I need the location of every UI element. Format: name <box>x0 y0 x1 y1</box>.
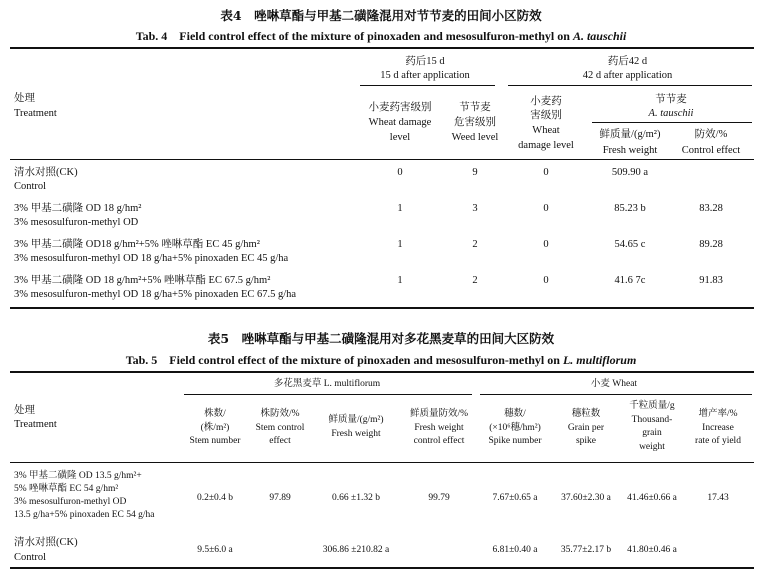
table5-col-header-6-line-2: grain <box>642 428 662 438</box>
table4-row-2-fw: 54.65 c <box>614 239 646 250</box>
table5-group1-rule <box>184 394 472 395</box>
table4-group2-en: 42 d after application <box>582 70 673 81</box>
table5-col-header-7-line-0: 增产率/% <box>698 409 738 419</box>
table5-col-header-5-line-1: Grain per <box>567 422 605 433</box>
table5-col-header-6-line-0: 千粒质量/g <box>629 401 675 411</box>
table4-group1-rule <box>360 85 495 86</box>
table4-col-wheat-damage-15-l3: level <box>389 132 411 143</box>
table4-row-0-weed: 9 <box>472 167 478 178</box>
table5-row-1-value-4: 6.81±0.40 a <box>492 545 538 555</box>
table5-col-header-0-line-1: (株/m²) <box>200 422 230 433</box>
table5-row-0-value-1: 97.89 <box>269 493 291 503</box>
table5-col-header-7-line-2: rate of yield <box>695 436 741 446</box>
table4-row-1-wd42: 0 <box>543 203 549 214</box>
table5-row-1-value-6: 41.80±0.46 a <box>627 545 677 555</box>
table5-col-header-6-line-1: Thousand- <box>631 414 673 425</box>
table5-col-header-0 <box>182 408 248 448</box>
table5-row-0-value-3: 99.79 <box>428 493 450 503</box>
table5-col-header-4-line-1: (×10⁶穗/hm²) <box>489 422 541 433</box>
table4-row-0-wd15: 0 <box>397 167 403 178</box>
table4-caption-cn: 表4 唑啉草酯与甲基二磺隆混用对节节麦的田间小区防效 <box>220 8 542 23</box>
table5-col-header-2-line-0: 鲜质量/(g/m²) <box>328 415 384 425</box>
table4-species-rule <box>592 122 752 123</box>
table4-row-3-ce: 91.83 <box>699 275 723 286</box>
table4-col-weed-level-l3: Weed level <box>451 132 499 143</box>
table4-col-fresh-weight-cn: 鲜质量/(g/m²) <box>599 129 661 140</box>
table5-row-1-value-0: 9.5±6.0 a <box>197 545 233 555</box>
table5-col-header-7 <box>684 408 752 448</box>
table4-row-3-fw: 41.6 7c <box>614 275 646 286</box>
table4-col-wheat-damage-42-l3: Wheat <box>532 125 560 136</box>
table5-col-header-6-line-3: weight <box>639 441 665 452</box>
table5-col-header-3-line-2: control effect <box>413 436 465 446</box>
table4-col-control-en: Control effect <box>681 145 741 156</box>
table4-col-wheat-damage-42 <box>508 95 584 152</box>
table5-col-header-1-line-2: effect <box>269 436 291 446</box>
table5-treatment-cn: 处理 <box>14 405 35 416</box>
table5-col-header-1 <box>248 408 312 448</box>
table5-col-header-1-line-0: 株防效/% <box>260 409 300 419</box>
table4-col-weed-level <box>443 101 507 144</box>
table4-col-wheat-damage-15 <box>358 101 442 144</box>
table5-row-0-name-line-0: 3% 甲基二磺隆 OD 13.5 g/hm²+ <box>14 471 142 481</box>
table4-sub-species-en <box>590 107 752 120</box>
table5-group2-rule <box>480 394 752 395</box>
table4-col-wheat-damage-15-l1: 小麦药害级别 <box>368 102 432 113</box>
table4-header-rule <box>10 159 754 160</box>
table5-row-1-value-5: 35.77±2.17 b <box>560 545 612 555</box>
table4-row-1-wd15: 1 <box>397 203 403 214</box>
table4-row-0-wd42: 0 <box>543 167 549 178</box>
table4-sub-species-en-text: A. tauschii <box>648 108 694 119</box>
table5-col-header-5-line-2: spike <box>575 436 597 446</box>
table4-col-wheat-damage-42-l1: 小麦药 <box>530 96 562 107</box>
table4-row-1-name-cn: 3% 甲基二磺隆 OD 18 g/hm² <box>14 203 142 214</box>
table4-col-wheat-damage-42-l4: damage level <box>518 140 574 151</box>
table5-bottom-rule <box>10 567 754 569</box>
table4-row-3-wd15: 1 <box>397 275 403 286</box>
table4-treatment-en: Treatment <box>14 108 57 119</box>
table4-row-1-fw: 85.23 b <box>614 203 646 214</box>
table4-caption-en-text: Tab. 4 Field control effect of the mixture of pinoxaden and mesosulfuron-methyl on <box>135 29 573 43</box>
table4-row-1-name-en: 3% mesosulfuron-methyl OD <box>14 217 139 228</box>
table4-row-3-wd42: 0 <box>543 275 549 286</box>
table4-row-2-name-cn: 3% 甲基二磺隆 OD18 g/hm²+5% 唑啉草酯 EC 45 g/hm² <box>14 239 260 250</box>
table5-col-header-5-line-0: 穗粒数 <box>571 409 601 419</box>
table5-row-0-name-line-2: 3% mesosulfuron-methyl OD <box>14 497 127 507</box>
table5-row-0-value-5: 37.60±2.30 a <box>561 493 611 503</box>
table4-col-control-cn: 防效/% <box>694 129 728 140</box>
table4-row-2-wd42: 0 <box>543 239 549 250</box>
table4-row-0-fw: 509.90 a <box>611 167 649 178</box>
table4-row-2-name-en: 3% mesosulfuron-methyl OD 18 g/ha+5% pinoxaden EC 45 g/ha <box>14 253 289 264</box>
table4-group1-en: 15 d after application <box>380 70 470 81</box>
table5-row-1-name-line-1: Control <box>14 552 47 563</box>
table4-treatment-cn: 处理 <box>14 93 35 104</box>
table4-col-wheat-damage-15-l2: Wheat damage <box>368 117 432 128</box>
table5-col-header-6 <box>620 400 684 453</box>
table5-caption-species: L. multiflorum <box>562 353 637 367</box>
table4-row-0-name-cn: 清水对照(CK) <box>14 167 78 178</box>
table5-col-header-1-line-1: Stem control <box>255 422 305 433</box>
table5-col-header-4-line-0: 穗数/ <box>504 409 526 419</box>
table4-group2-rule <box>508 85 752 86</box>
table5-col-header-0-line-2: Stem number <box>189 436 241 446</box>
table4-row-3-name-cn: 3% 甲基二磺隆 OD 18 g/hm²+5% 唑啉草酯 EC 67.5 g/hm² <box>14 275 271 286</box>
table4-col-wheat-damage-42-l2: 害级别 <box>530 110 562 121</box>
table5-col-header-7-line-1: Increase <box>702 422 734 433</box>
table5-row-0-value-7: 17.43 <box>707 493 729 503</box>
table5-row-0-name-line-1: 5% 唑啉草酯 EC 54 g/hm² <box>14 484 119 494</box>
table4-row-1-weed: 3 <box>472 203 478 214</box>
table5-row-0-name-line-3: 13.5 g/ha+5% pinoxaden EC 54 g/ha <box>14 510 155 520</box>
table5-group1: 多花黑麦草 L. multiflorum <box>273 379 381 389</box>
table4-row-3-weed: 2 <box>472 275 478 286</box>
table5-col-header-2-line-1: Fresh weight <box>331 428 381 439</box>
table5-caption-cn: 表5 唑啉草酯与甲基二磺隆混用对多花黑麦草的田间大区防效 <box>207 331 555 346</box>
table5-caption-en-text: Tab. 5 Field control effect of the mixture of pinoxaden and mesosulfuron-methyl on <box>125 353 563 367</box>
table5-treatment-en: Treatment <box>14 419 57 430</box>
table4-row-0-name-en: Control <box>14 181 47 192</box>
table5-col-header-4-line-2: Spike number <box>488 436 542 446</box>
table4-col-weed-level-l2: 危害级别 <box>454 117 496 128</box>
table5-col-header-3-line-1: Fresh weight <box>414 422 464 433</box>
table5-row-0-value-0: 0.2±0.4 b <box>196 493 234 503</box>
table5-row-0-value-4: 7.67±0.65 a <box>492 493 538 503</box>
table5-row-1-value-2: 306.86 ±210.82 a <box>322 545 390 555</box>
table5-group2: 小麦 Wheat <box>590 379 638 389</box>
table5-row-1-name-line-0: 清水对照(CK) <box>14 537 78 548</box>
table5-col-header-0-line-0: 株数/ <box>204 409 226 419</box>
table4-row-2-weed: 2 <box>472 239 478 250</box>
table4-row-1-ce: 83.28 <box>699 203 723 214</box>
table5-col-header-4 <box>478 408 552 448</box>
table4-row-3-name-en: 3% mesosulfuron-methyl OD 18 g/ha+5% pinoxaden EC 67.5 g/ha <box>14 289 297 300</box>
table5-col-header-3 <box>400 408 478 448</box>
table4-caption-species: A. tauschii <box>572 29 627 43</box>
table5-col-header-3-line-0: 鲜质量防效/% <box>409 409 469 419</box>
table4-top-rule <box>10 47 754 49</box>
table4-group1-cn: 药后15 d <box>405 56 445 67</box>
table5-caption-en <box>0 351 762 368</box>
table5-top-rule <box>10 371 754 373</box>
table5-col-header-2 <box>312 414 400 440</box>
table4-group2-cn: 药后42 d <box>607 56 648 67</box>
table4-col-fresh-weight-en: Fresh weight <box>602 145 658 156</box>
table5-row-0-value-2: 0.66 ±1.32 b <box>332 493 380 503</box>
table4-caption-en <box>0 27 762 44</box>
table4-row-2-wd15: 1 <box>397 239 403 250</box>
table5-col-header-5 <box>552 408 620 448</box>
table4-sub-species-cn: 节节麦 <box>655 94 687 105</box>
table4-col-weed-level-l1: 节节麦 <box>459 102 491 113</box>
table5-row-0-value-6: 41.46±0.66 a <box>627 493 677 503</box>
table4-bottom-rule <box>10 307 754 309</box>
table5-header-rule <box>10 462 754 463</box>
table4-row-2-ce: 89.28 <box>699 239 723 250</box>
